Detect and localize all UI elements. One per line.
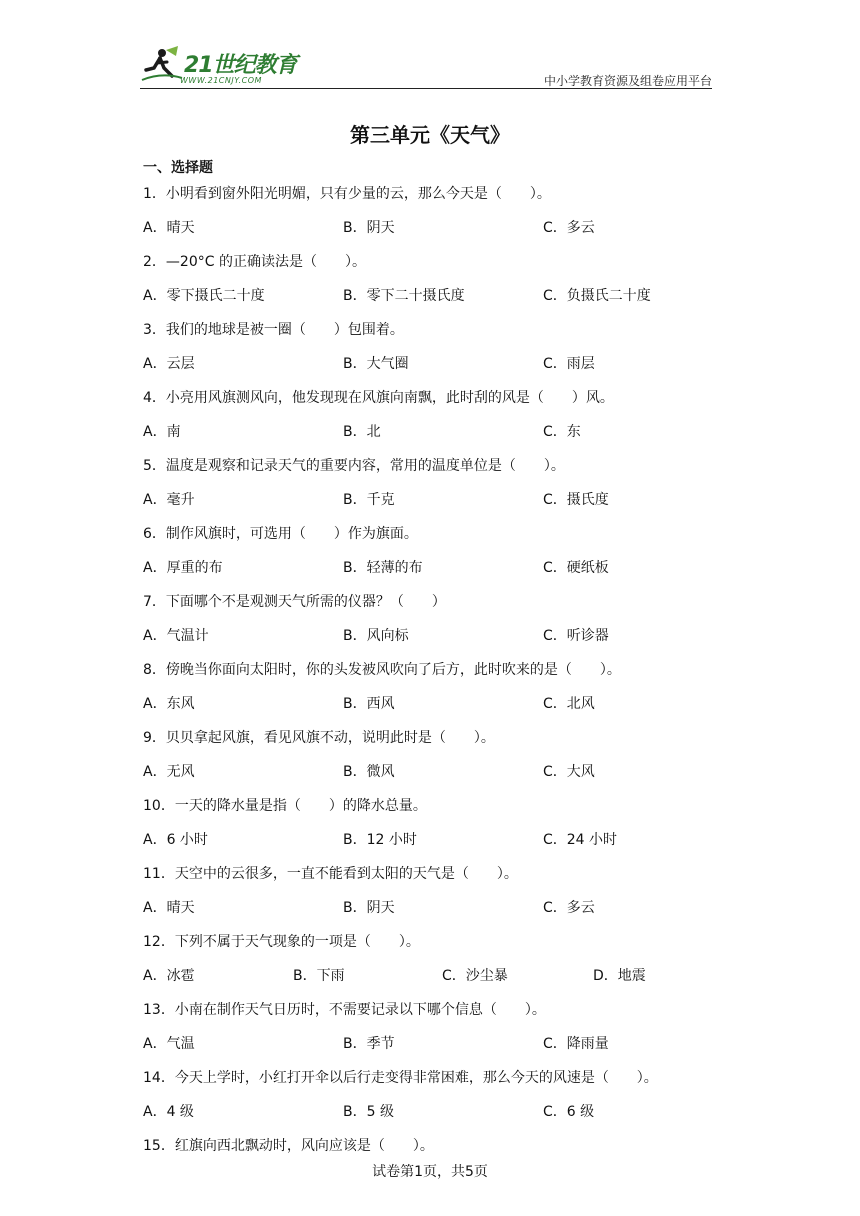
question-stem: 1．小明看到窗外阳光明媚，只有少量的云，那么今天是（ ）。 <box>143 186 551 202</box>
question-stem: 4．小亮用风旗测风向，他发现现在风旗向南飘，此时刮的风是（ ）风。 <box>143 390 614 406</box>
answer-option[interactable]: C．多云 <box>543 900 595 916</box>
question-item <box>143 388 723 456</box>
question-item <box>143 592 723 660</box>
question-options <box>143 966 743 986</box>
header-divider <box>140 88 712 89</box>
question-options <box>143 354 743 374</box>
answer-option[interactable]: C．北风 <box>543 696 595 712</box>
logo-wordmark: 21世纪教育 <box>184 53 297 78</box>
question-options <box>143 626 743 646</box>
question-stem: 5．温度是观察和记录天气的重要内容，常用的温度单位是（ ）。 <box>143 458 565 474</box>
answer-option[interactable]: B．风向标 <box>343 628 409 644</box>
question-options <box>143 286 743 306</box>
answer-option[interactable]: C．降雨量 <box>543 1036 609 1052</box>
question-stem: 14．今天上学时，小红打开伞以后行走变得非常困难，那么今天的风速是（ ）。 <box>143 1070 658 1086</box>
question-item <box>143 864 723 932</box>
answer-option[interactable]: A．零下摄氏二十度 <box>143 288 265 304</box>
answer-option[interactable]: A．晴天 <box>143 900 195 916</box>
answer-option[interactable]: B．12 小时 <box>343 832 417 848</box>
answer-option[interactable]: A．气温计 <box>143 628 209 644</box>
question-options <box>143 422 743 442</box>
answer-option[interactable]: D．地震 <box>593 968 646 984</box>
question-stem: 15．红旗向西北飘动时，风向应该是（ ）。 <box>143 1138 434 1154</box>
answer-option[interactable]: A．冰雹 <box>143 968 195 984</box>
platform-name: 中小学教育资源及组卷应用平台 <box>543 74 712 88</box>
answer-option[interactable]: C．24 小时 <box>543 832 618 848</box>
answer-option[interactable]: C．大风 <box>543 764 595 780</box>
question-item <box>143 660 723 728</box>
page-title: 第三单元《天气》 <box>350 123 510 147</box>
section-heading: 一、选择题 <box>143 160 213 176</box>
answer-option[interactable]: B．5 级 <box>343 1104 394 1120</box>
question-item <box>143 320 723 388</box>
question-item <box>143 184 723 252</box>
question-stem: 10．一天的降水量是指（ ）的降水总量。 <box>143 798 427 814</box>
question-options <box>143 830 743 850</box>
answer-option[interactable]: A．4 级 <box>143 1104 194 1120</box>
answer-option[interactable]: A．无风 <box>143 764 195 780</box>
answer-option[interactable]: C．东 <box>543 424 581 440</box>
question-stem: 13．小南在制作天气日历时，不需要记录以下哪个信息（ ）。 <box>143 1002 546 1018</box>
question-stem: 3．我们的地球是被一圈（ ）包围着。 <box>143 322 404 338</box>
question-list <box>143 184 723 1204</box>
answer-option[interactable]: A．南 <box>143 424 181 440</box>
answer-option[interactable]: B．北 <box>343 424 381 440</box>
answer-option[interactable]: C．多云 <box>543 220 595 236</box>
question-item <box>143 796 723 864</box>
question-stem: 2．—20°C 的正确读法是（ ）。 <box>143 254 366 270</box>
answer-option[interactable]: B．零下二十摄氏度 <box>343 288 465 304</box>
question-item <box>143 1068 723 1136</box>
question-options <box>143 1102 743 1122</box>
question-item <box>143 456 723 524</box>
question-options <box>143 694 743 714</box>
answer-option[interactable]: B．季节 <box>343 1036 395 1052</box>
answer-option[interactable]: C．摄氏度 <box>543 492 609 508</box>
answer-option[interactable]: B．大气圈 <box>343 356 409 372</box>
brand-logo <box>140 46 320 90</box>
question-stem: 9．贝贝拿起风旗，看见风旗不动，说明此时是（ ）。 <box>143 730 495 746</box>
answer-option[interactable]: C．雨层 <box>543 356 595 372</box>
answer-option[interactable]: A．厚重的布 <box>143 560 223 576</box>
answer-option[interactable]: C．硬纸板 <box>543 560 609 576</box>
answer-option[interactable]: C．听诊器 <box>543 628 609 644</box>
question-options <box>143 490 743 510</box>
answer-option[interactable]: A．云层 <box>143 356 195 372</box>
question-stem: 11．天空中的云很多，一直不能看到太阳的天气是（ ）。 <box>143 866 518 882</box>
question-stem: 7．下面哪个不是观测天气所需的仪器？（ ） <box>143 594 446 610</box>
question-options <box>143 558 743 578</box>
answer-option[interactable]: A．晴天 <box>143 220 195 236</box>
question-stem: 12．下列不属于天气现象的一项是（ ）。 <box>143 934 420 950</box>
answer-option[interactable]: A．东风 <box>143 696 195 712</box>
question-item <box>143 524 723 592</box>
answer-option[interactable]: B．轻薄的布 <box>343 560 423 576</box>
answer-option[interactable]: A．毫升 <box>143 492 195 508</box>
answer-option[interactable]: C．负摄氏二十度 <box>543 288 651 304</box>
page-header <box>140 40 712 90</box>
answer-option[interactable]: B．下雨 <box>293 968 345 984</box>
question-options <box>143 898 743 918</box>
answer-option[interactable]: B．西风 <box>343 696 395 712</box>
question-item <box>143 932 723 1000</box>
answer-option[interactable]: A．6 小时 <box>143 832 208 848</box>
answer-option[interactable]: B．阴天 <box>343 900 395 916</box>
question-item <box>143 252 723 320</box>
question-options <box>143 762 743 782</box>
page-footer: 试卷第1页，共5页 <box>372 1164 488 1180</box>
answer-option[interactable]: B．微风 <box>343 764 395 780</box>
logo-url: WWW.21CNJY.COM <box>180 76 262 85</box>
question-stem: 8．傍晚当你面向太阳时，你的头发被风吹向了后方，此时吹来的是（ ）。 <box>143 662 621 678</box>
question-item <box>143 1000 723 1068</box>
question-stem: 6．制作风旗时，可选用（ ）作为旗面。 <box>143 526 418 542</box>
answer-option[interactable]: B．千克 <box>343 492 395 508</box>
answer-option[interactable]: C．6 级 <box>543 1104 595 1120</box>
question-options <box>143 1034 743 1054</box>
answer-option[interactable]: B．阴天 <box>343 220 395 236</box>
question-item <box>143 728 723 796</box>
answer-option[interactable]: A．气温 <box>143 1036 195 1052</box>
answer-option[interactable]: C．沙尘暴 <box>442 968 508 984</box>
question-options <box>143 218 743 238</box>
runner-icon <box>140 46 184 86</box>
